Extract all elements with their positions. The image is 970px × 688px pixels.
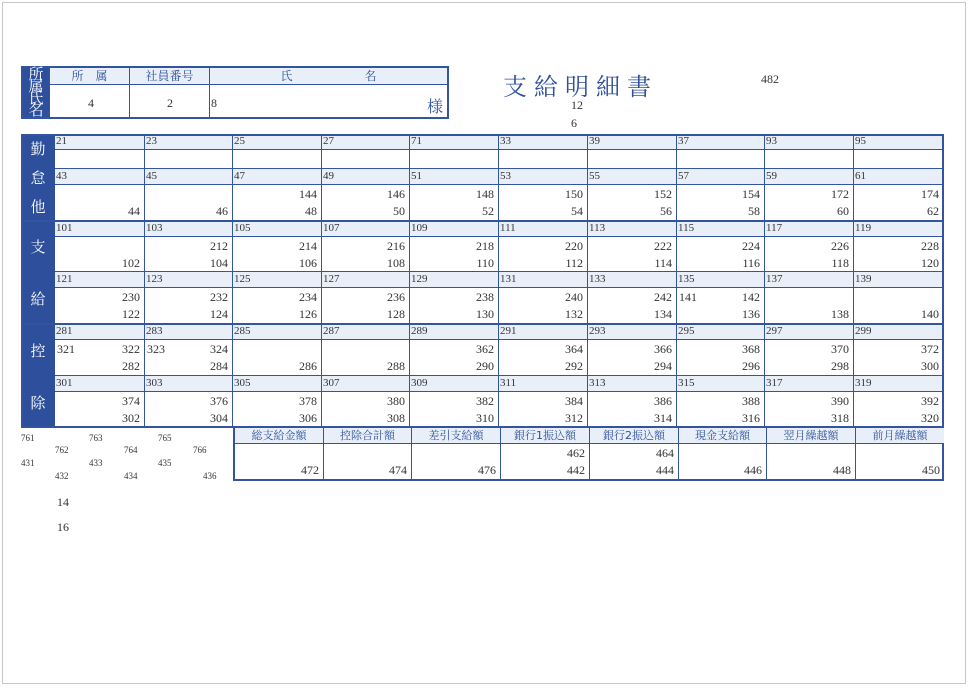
summary-cell[interactable] <box>412 428 501 479</box>
cell-value-bottom: 292 <box>565 359 583 373</box>
summary-cell[interactable] <box>679 428 767 479</box>
summary-table <box>233 428 944 481</box>
cell-label: 45 <box>145 169 232 185</box>
side-char: 所 <box>28 66 44 83</box>
cell-value-top: 374 <box>122 394 140 408</box>
summary-cell[interactable] <box>767 428 856 479</box>
summary-value-bottom: 474 <box>389 463 407 477</box>
field-761: 761 <box>21 433 35 443</box>
cell-label: 137 <box>765 272 853 288</box>
dept-value: 4 <box>88 96 94 110</box>
cell-value-bottom: 138 <box>831 307 849 321</box>
pay-item-cell[interactable] <box>410 169 499 221</box>
cell-label: 25 <box>233 134 321 150</box>
field-16: 16 <box>57 520 69 534</box>
field-765: 765 <box>158 433 172 443</box>
payslip-grid <box>21 134 944 481</box>
cell-value-left: 323 <box>147 342 165 356</box>
cell-value-top: 372 <box>921 342 939 356</box>
cell-value-top: 222 <box>654 239 672 253</box>
summary-value-top: 462 <box>567 446 585 460</box>
page-title: 支給明細書 <box>503 75 658 101</box>
field-432: 432 <box>55 471 69 481</box>
pay-item-cell[interactable] <box>588 169 677 221</box>
pay-item-cell[interactable] <box>55 376 145 428</box>
cell-label: 299 <box>854 324 943 340</box>
cell-value-top: 370 <box>831 342 849 356</box>
pay-item-cell[interactable] <box>322 169 410 221</box>
cell-label: 37 <box>677 134 764 150</box>
summary-value-bottom: 442 <box>567 463 585 477</box>
cell-value-bottom: 288 <box>387 359 405 373</box>
cell-value-top: 228 <box>921 239 939 253</box>
cell-value-top: 218 <box>476 239 494 253</box>
name-header: 氏 名 <box>210 68 447 85</box>
cell-label: 95 <box>854 134 943 150</box>
field-434: 434 <box>124 471 138 481</box>
summary-cell[interactable] <box>590 428 679 479</box>
cell-value-top: 382 <box>476 394 494 408</box>
cell-label: 131 <box>499 272 587 288</box>
cell-value-bottom: 104 <box>210 256 228 270</box>
cell-label: 139 <box>854 272 943 288</box>
field-482: 482 <box>761 72 779 86</box>
pay-item-cell[interactable] <box>765 376 854 428</box>
cell-value-bottom: 140 <box>921 307 939 321</box>
pay-item-cell[interactable] <box>588 376 677 428</box>
pay-item-cell[interactable] <box>588 324 677 376</box>
pay-item-cell[interactable] <box>588 221 677 272</box>
cell-label: 101 <box>55 221 144 237</box>
cell-label: 107 <box>322 221 409 237</box>
pay-item-cell[interactable] <box>765 134 854 169</box>
cell-label: 303 <box>145 376 232 392</box>
pay-item-cell[interactable] <box>233 221 322 272</box>
cell-label: 93 <box>765 134 853 150</box>
cell-label: 113 <box>588 221 676 237</box>
field-764: 764 <box>124 445 138 455</box>
cell-label: 287 <box>322 324 409 340</box>
pay-item-cell[interactable] <box>410 221 499 272</box>
cell-value-top: 362 <box>476 342 494 356</box>
section-char: 支 <box>30 240 46 257</box>
cell-value-bottom: 304 <box>210 411 228 425</box>
cell-label: 319 <box>854 376 943 392</box>
summary-label: 現金支給額 <box>679 428 766 444</box>
cell-value-bottom: 314 <box>654 411 672 425</box>
pay-item-cell[interactable] <box>499 376 588 428</box>
cell-value-top: 376 <box>210 394 228 408</box>
cell-value-bottom: 134 <box>654 307 672 321</box>
cell-value-top: 388 <box>742 394 760 408</box>
cell-label: 281 <box>55 324 144 340</box>
cell-value-bottom: 300 <box>921 359 939 373</box>
cell-label: 53 <box>499 169 587 185</box>
cell-value-bottom: 298 <box>831 359 849 373</box>
cell-label: 119 <box>854 221 943 237</box>
section-char: 勤 <box>30 142 46 158</box>
pay-item-cell[interactable] <box>55 324 145 376</box>
cell-label: 105 <box>233 221 321 237</box>
pay-item-cell[interactable] <box>322 134 410 169</box>
pay-item-cell[interactable] <box>854 272 944 324</box>
cell-label: 309 <box>410 376 498 392</box>
section-deductions <box>21 324 55 428</box>
pay-item-cell[interactable] <box>499 272 588 324</box>
cell-label: 121 <box>55 272 144 288</box>
cell-value-bottom: 46 <box>216 204 228 218</box>
cell-value-bottom: 54 <box>571 204 583 218</box>
cell-value-bottom: 122 <box>122 307 140 321</box>
cell-value-bottom: 290 <box>476 359 494 373</box>
pay-item-cell[interactable] <box>765 272 854 324</box>
pay-item-cell[interactable] <box>499 169 588 221</box>
cell-value-top: 214 <box>299 239 317 253</box>
cell-value-top: 368 <box>742 342 760 356</box>
section-attendance <box>21 134 55 221</box>
cell-label: 111 <box>499 221 587 237</box>
cell-value-top: 380 <box>387 394 405 408</box>
employee-id-field[interactable] <box>129 68 209 117</box>
summary-cell[interactable] <box>856 428 944 479</box>
summary-value-bottom: 472 <box>301 463 319 477</box>
field-436: 436 <box>203 471 217 481</box>
summary-label: 翌月繰越額 <box>767 428 855 444</box>
cell-label: 71 <box>410 134 498 150</box>
pay-item-cell[interactable] <box>765 169 854 221</box>
section-char: 控 <box>30 343 46 360</box>
cell-value-top: 242 <box>654 290 672 304</box>
summary-value-bottom: 476 <box>478 463 496 477</box>
cell-value-bottom: 114 <box>654 256 672 270</box>
name-field[interactable] <box>209 68 447 117</box>
cell-label: 51 <box>410 169 498 185</box>
pay-item-cell[interactable] <box>410 272 499 324</box>
pay-item-cell[interactable] <box>677 134 765 169</box>
pay-item-cell[interactable] <box>145 221 233 272</box>
pay-item-cell[interactable] <box>854 134 944 169</box>
cell-value-bottom: 294 <box>654 359 672 373</box>
cell-value-top: 236 <box>387 290 405 304</box>
pay-item-cell[interactable] <box>145 134 233 169</box>
cell-value-bottom: 308 <box>387 411 405 425</box>
field-762: 762 <box>55 445 69 455</box>
field-433: 433 <box>89 458 103 468</box>
cell-value-bottom: 58 <box>748 204 760 218</box>
summary-cell[interactable] <box>501 428 590 479</box>
field-435: 435 <box>158 458 172 468</box>
cell-value-top: 172 <box>831 187 849 201</box>
cell-label: 123 <box>145 272 232 288</box>
cell-label: 289 <box>410 324 498 340</box>
pay-item-cell[interactable] <box>145 376 233 428</box>
cell-value-top: 154 <box>742 187 760 201</box>
summary-label: 控除合計額 <box>324 428 411 444</box>
pay-item-cell[interactable] <box>233 272 322 324</box>
side-char: 氏 <box>28 90 44 107</box>
employee-header <box>21 66 449 119</box>
pay-item-cell[interactable] <box>322 221 410 272</box>
cell-value-bottom: 296 <box>742 359 760 373</box>
summary-label: 銀行2振込額 <box>590 428 678 444</box>
cell-value-top: 216 <box>387 239 405 253</box>
cell-label: 27 <box>322 134 409 150</box>
cell-value-top: 366 <box>654 342 672 356</box>
side-char: 属 <box>28 78 44 95</box>
pay-item-cell[interactable] <box>499 324 588 376</box>
summary-label: 前月繰越額 <box>856 428 944 444</box>
honorific: 様 <box>426 99 443 116</box>
cell-value-bottom: 124 <box>210 307 228 321</box>
pay-item-cell[interactable] <box>854 221 944 272</box>
cell-value-bottom: 126 <box>299 307 317 321</box>
cell-value-top: 148 <box>476 187 494 201</box>
pay-item-cell[interactable] <box>854 324 944 376</box>
cell-label: 47 <box>233 169 321 185</box>
cell-value-top: 226 <box>831 239 849 253</box>
cell-value-bottom: 44 <box>128 204 140 218</box>
cell-value-bottom: 320 <box>921 411 939 425</box>
cell-value-bottom: 48 <box>305 204 317 218</box>
field-431: 431 <box>21 458 35 468</box>
cell-label: 283 <box>145 324 232 340</box>
cell-value-top: 152 <box>654 187 672 201</box>
cell-value-bottom: 132 <box>565 307 583 321</box>
cell-label: 49 <box>322 169 409 185</box>
cell-label: 39 <box>588 134 676 150</box>
cell-value-bottom: 108 <box>387 256 405 270</box>
cell-label: 117 <box>765 221 853 237</box>
pay-item-cell[interactable] <box>410 134 499 169</box>
summary-label: 総支給金額 <box>235 428 323 444</box>
cell-label: 43 <box>55 169 144 185</box>
cell-value-top: 392 <box>921 394 939 408</box>
cell-value-top: 390 <box>831 394 849 408</box>
cell-label: 291 <box>499 324 587 340</box>
pay-item-cell[interactable] <box>854 169 944 221</box>
cell-value-bottom: 116 <box>742 256 760 270</box>
cell-label: 313 <box>588 376 676 392</box>
cell-value-top: 234 <box>299 290 317 304</box>
cell-label: 297 <box>765 324 853 340</box>
cell-label: 129 <box>410 272 498 288</box>
cell-label: 315 <box>677 376 764 392</box>
dept-header: 所 属 <box>50 68 129 85</box>
cell-value-top: 232 <box>210 290 228 304</box>
cell-value-top: 142 <box>742 290 760 304</box>
pay-item-cell[interactable] <box>765 324 854 376</box>
cell-value-bottom: 316 <box>742 411 760 425</box>
pay-item-cell[interactable] <box>677 272 765 324</box>
cell-value-bottom: 302 <box>122 411 140 425</box>
cell-value-bottom: 286 <box>299 359 317 373</box>
cell-value-top: 240 <box>565 290 583 304</box>
field-766: 766 <box>193 445 207 455</box>
cell-label: 61 <box>854 169 943 185</box>
cell-value-bottom: 128 <box>387 307 405 321</box>
employee-id-header: 社員番号 <box>130 68 209 85</box>
cell-value-bottom: 120 <box>921 256 939 270</box>
summary-cell[interactable] <box>324 428 412 479</box>
cell-value-top: 364 <box>565 342 583 356</box>
field-763: 763 <box>89 433 103 443</box>
cell-value-bottom: 60 <box>837 204 849 218</box>
cell-label: 311 <box>499 376 587 392</box>
cell-value-top: 146 <box>387 187 405 201</box>
cell-value-bottom: 62 <box>927 204 939 218</box>
cell-value-bottom: 112 <box>565 256 583 270</box>
cell-value-top: 174 <box>921 187 939 201</box>
cell-value-bottom: 106 <box>299 256 317 270</box>
field-12: 12 <box>571 98 583 112</box>
pay-item-cell[interactable] <box>322 324 410 376</box>
cell-value-top: 224 <box>742 239 760 253</box>
cell-value-left: 321 <box>57 342 75 356</box>
cell-label: 23 <box>145 134 232 150</box>
cell-value-bottom: 50 <box>393 204 405 218</box>
cell-label: 293 <box>588 324 676 340</box>
cell-label: 135 <box>677 272 764 288</box>
cell-value-top: 230 <box>122 290 140 304</box>
header-side-label <box>23 68 49 117</box>
employee-id-value: 2 <box>167 96 173 110</box>
cell-label: 295 <box>677 324 764 340</box>
cell-label: 307 <box>322 376 409 392</box>
cell-label: 59 <box>765 169 853 185</box>
pay-item-cell[interactable] <box>145 169 233 221</box>
field-14: 14 <box>57 495 69 509</box>
cell-value-bottom: 310 <box>476 411 494 425</box>
cell-value-top: 150 <box>565 187 583 201</box>
cell-label: 127 <box>322 272 409 288</box>
cell-value-top: 384 <box>565 394 583 408</box>
grid-heavy-rule <box>21 220 944 222</box>
section-char: 給 <box>30 291 46 308</box>
pay-item-cell[interactable] <box>145 272 233 324</box>
pay-item-cell[interactable] <box>233 324 322 376</box>
cell-label: 55 <box>588 169 676 185</box>
cell-value-bottom: 282 <box>122 359 140 373</box>
section-payments <box>21 221 55 324</box>
cell-value-top: 386 <box>654 394 672 408</box>
pay-item-cell[interactable] <box>677 324 765 376</box>
field-6: 6 <box>571 116 577 130</box>
pay-item-cell[interactable] <box>677 169 765 221</box>
summary-label: 銀行1振込額 <box>501 428 589 444</box>
section-char: 除 <box>30 395 46 412</box>
pay-item-cell[interactable] <box>233 134 322 169</box>
cell-value-bottom: 312 <box>565 411 583 425</box>
summary-value-bottom: 444 <box>656 463 674 477</box>
cell-value-bottom: 52 <box>482 204 494 218</box>
summary-cell[interactable] <box>235 428 324 479</box>
pay-item-cell[interactable] <box>410 324 499 376</box>
pay-item-cell[interactable] <box>765 221 854 272</box>
section-char: 怠 <box>30 171 46 187</box>
cell-value-left: 141 <box>679 290 697 304</box>
cell-value-bottom: 118 <box>831 256 849 270</box>
pay-item-cell[interactable] <box>677 221 765 272</box>
cell-value-bottom: 130 <box>476 307 494 321</box>
cell-value-top: 324 <box>210 342 228 356</box>
cell-value-bottom: 110 <box>476 256 494 270</box>
cell-label: 115 <box>677 221 764 237</box>
summary-label: 差引支給額 <box>412 428 500 444</box>
pay-item-cell[interactable] <box>55 272 145 324</box>
cell-value-top: 378 <box>299 394 317 408</box>
pay-item-cell[interactable] <box>233 376 322 428</box>
pay-item-cell[interactable] <box>55 221 145 272</box>
cell-label: 109 <box>410 221 498 237</box>
cell-label: 301 <box>55 376 144 392</box>
pay-item-cell[interactable] <box>499 221 588 272</box>
pay-item-cell[interactable] <box>55 134 145 169</box>
cell-value-bottom: 284 <box>210 359 228 373</box>
side-char: 名 <box>28 102 44 119</box>
cell-label: 21 <box>55 134 144 150</box>
section-char: 他 <box>30 200 46 216</box>
cell-label: 317 <box>765 376 853 392</box>
dept-field[interactable] <box>49 68 129 117</box>
cell-value-top: 322 <box>122 342 140 356</box>
cell-label: 103 <box>145 221 232 237</box>
cell-label: 57 <box>677 169 764 185</box>
pay-item-cell[interactable] <box>145 324 233 376</box>
cell-label: 125 <box>233 272 321 288</box>
pay-item-cell[interactable] <box>410 376 499 428</box>
cell-value-top: 220 <box>565 239 583 253</box>
cell-value-top: 144 <box>299 187 317 201</box>
pay-item-cell[interactable] <box>854 376 944 428</box>
cell-value-top: 212 <box>210 239 228 253</box>
cell-value-bottom: 136 <box>742 307 760 321</box>
summary-value-bottom: 450 <box>922 463 940 477</box>
pay-item-cell[interactable] <box>322 272 410 324</box>
cell-label: 33 <box>499 134 587 150</box>
summary-value-top: 464 <box>656 446 674 460</box>
name-value: 8 <box>211 96 217 110</box>
pay-item-cell[interactable] <box>55 169 145 221</box>
pay-item-cell[interactable] <box>499 134 588 169</box>
cell-label: 285 <box>233 324 321 340</box>
cell-label: 133 <box>588 272 676 288</box>
summary-value-bottom: 448 <box>833 463 851 477</box>
grid-heavy-rule <box>21 323 944 325</box>
cell-value-bottom: 306 <box>299 411 317 425</box>
summary-value-bottom: 446 <box>744 463 762 477</box>
cell-value-bottom: 56 <box>660 204 672 218</box>
pay-item-cell[interactable] <box>588 134 677 169</box>
pay-item-cell[interactable] <box>677 376 765 428</box>
cell-value-bottom: 102 <box>122 256 140 270</box>
pay-item-cell[interactable] <box>588 272 677 324</box>
pay-item-cell[interactable] <box>233 169 322 221</box>
cell-label: 305 <box>233 376 321 392</box>
cell-value-top: 238 <box>476 290 494 304</box>
cell-value-bottom: 318 <box>831 411 849 425</box>
pay-item-cell[interactable] <box>322 376 410 428</box>
